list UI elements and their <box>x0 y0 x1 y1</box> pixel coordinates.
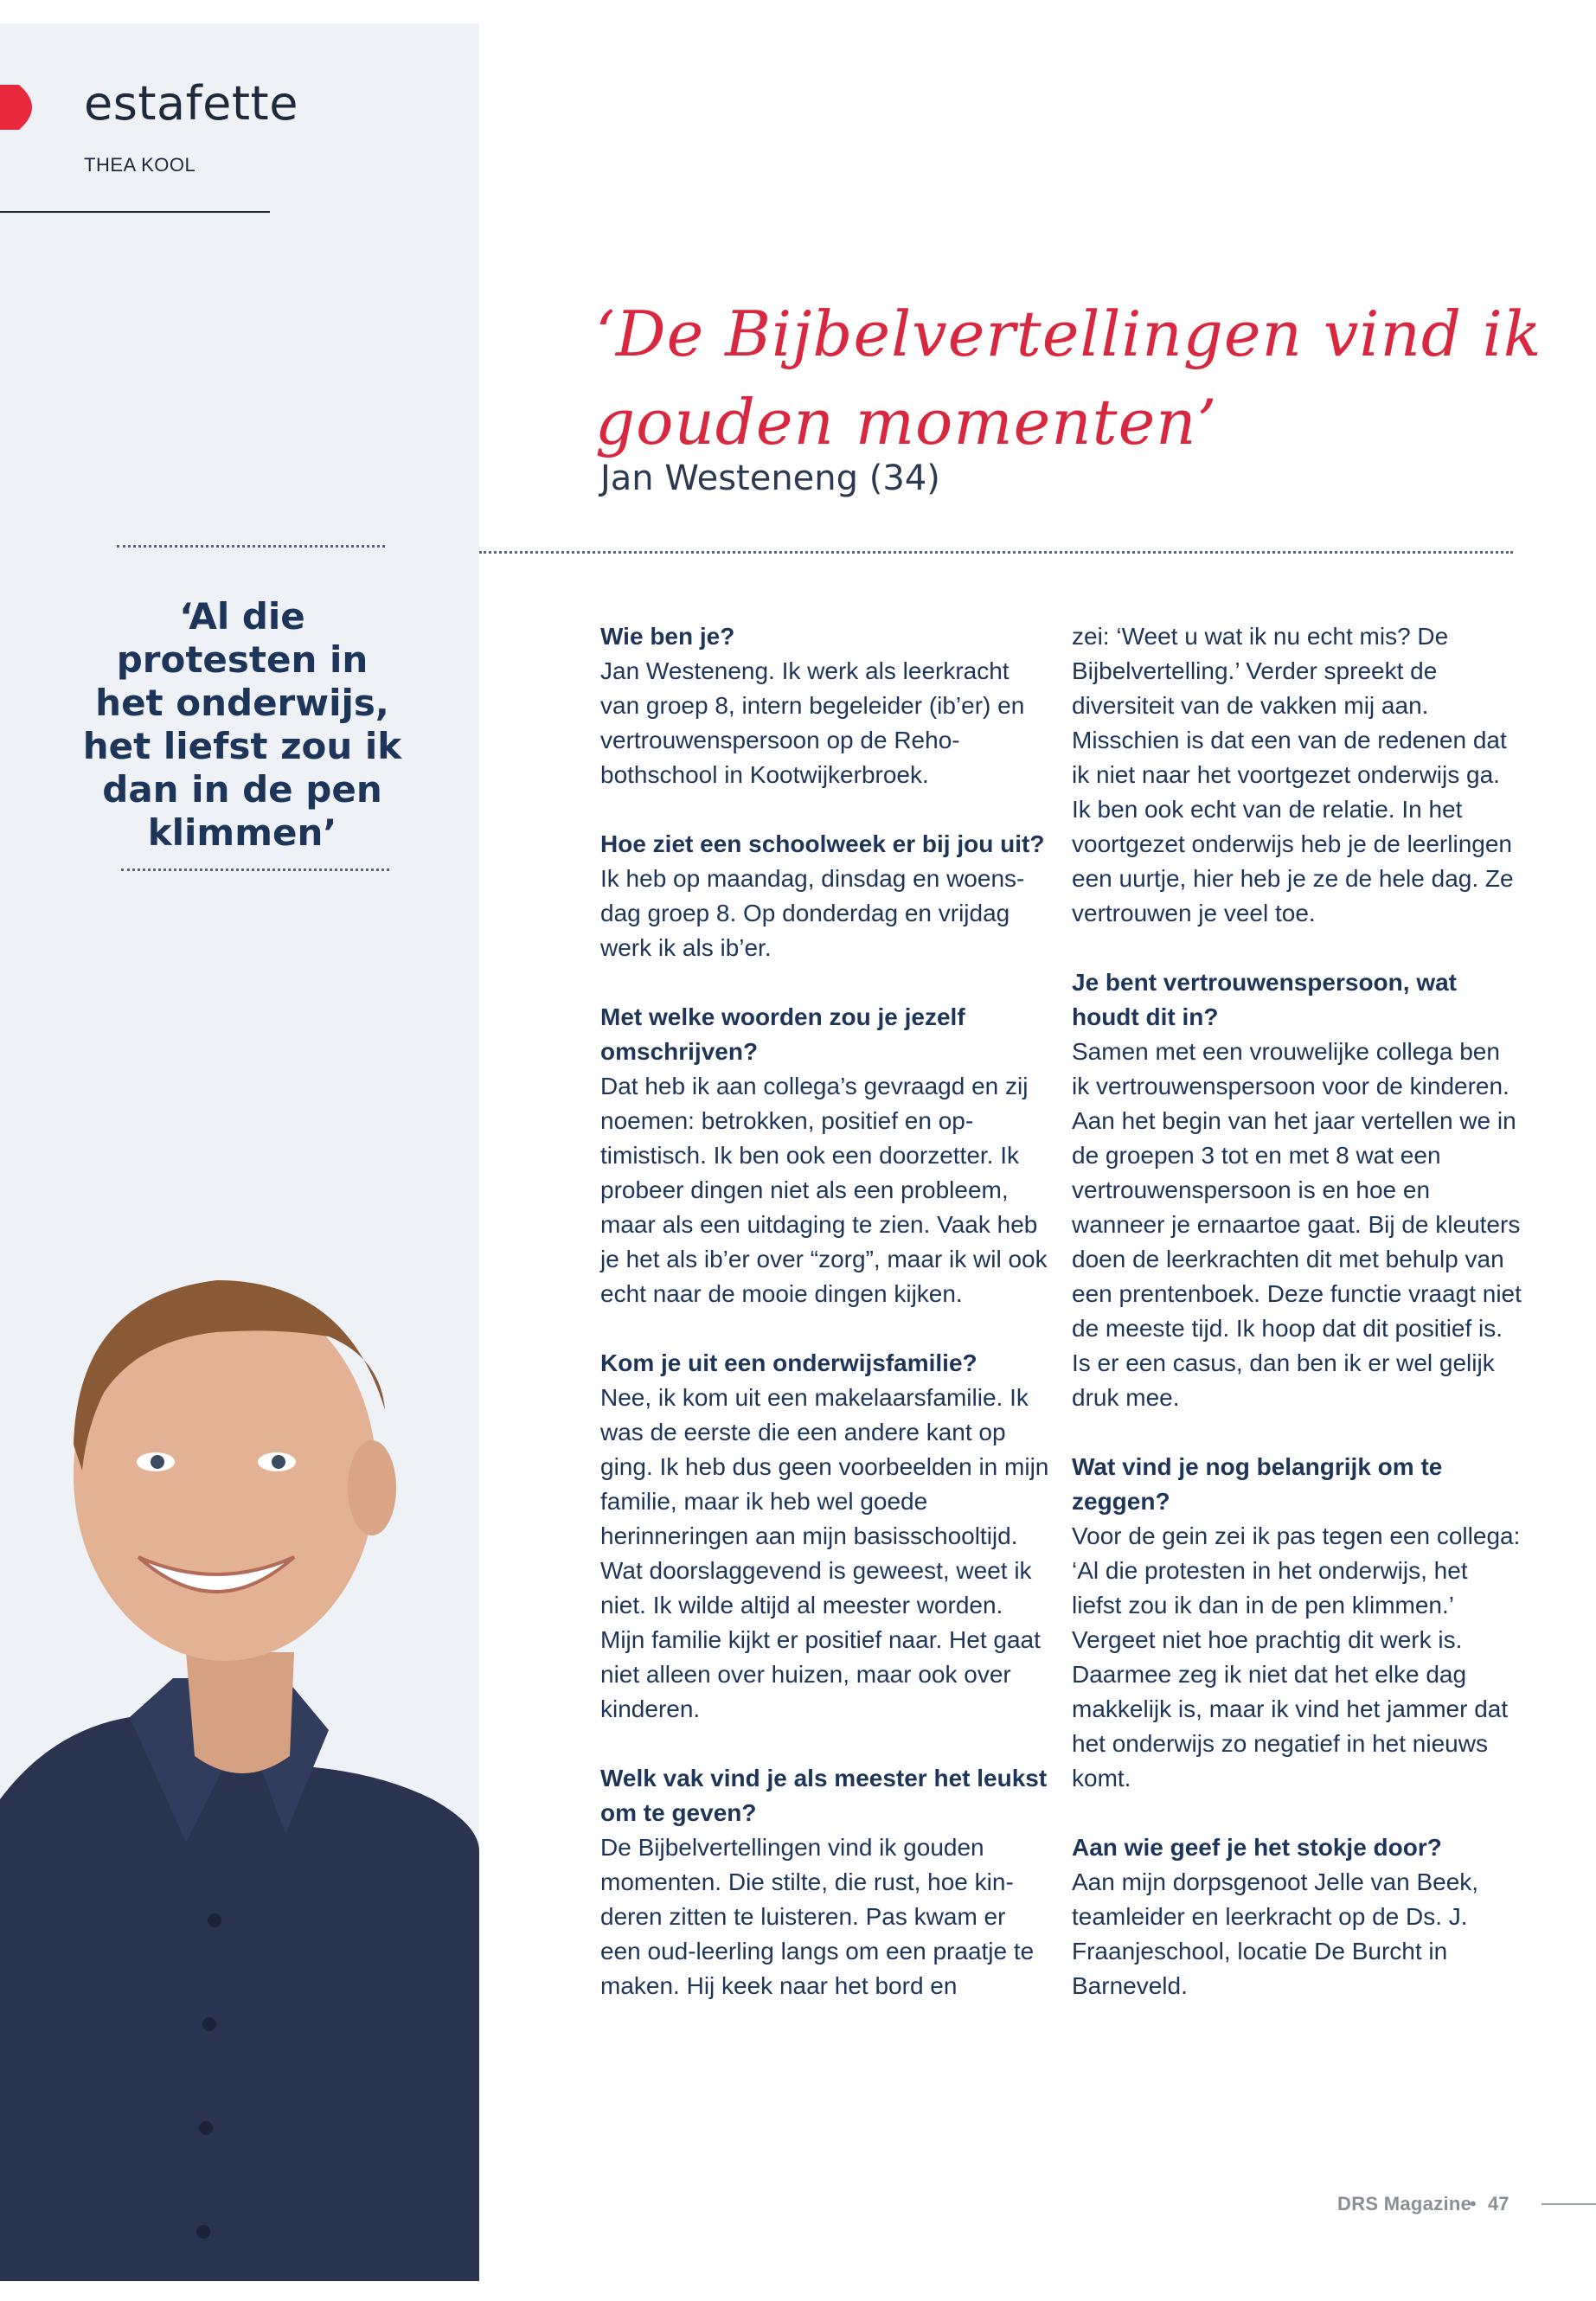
question: Aan wie geef je het stokje door? <box>1072 1834 1442 1861</box>
pull-quote-bottom-divider <box>121 868 389 871</box>
question: Wat vind je nog belangrijk om te zeggen? <box>1072 1453 1443 1515</box>
answer: De Bijbelvertellingen vind ik gouden momenten. Die stilte, die rust, hoe kinderen zitten te luisteren. Pas kwam er een oud-leerling langs om een praatje te maken. Hij keek naar het bord en <box>600 1834 1035 1999</box>
question: Met welke woorden zou je jezelf omschrijven? <box>600 1003 965 1065</box>
answer: Aan mijn dorpsgenoot Jelle van Beek, teamleider en leerkracht op de Ds. J. Fraanjeschool, locatie De Burcht in Barneveld. <box>1072 1868 1479 1999</box>
pull-quote-top-divider <box>117 545 385 548</box>
answer: Voor de gein zei ik pas tegen een collega: ‘Al die protesten in het onderwijs, het liefst zou ik dan in de pen klimmen.’ Vergeet niet hoe prachtig dit werk is. Daarmee zeg ik niet dat het elke dag makkelijk is, maar ik vind het jammer dat het onderwijs zo negatief in het nieuws komt. <box>1072 1522 1521 1791</box>
answer: Samen met een vrouwelijke collega ben ik vertrouwenspersoon voor de kinderen. Aan het begin van het jaar vertellen we in de groepen 3 tot en met 8 wat een vertrouwenspersoon is en hoe en wanneer je ernaartoe gaat. Bij de kleuters doen de leerkrachten dit met behulp van een prentenboek. Deze functie vraagt niet de meeste tijd. Ik hoop dat dit positief is. Is er een casus, dan ben ik er wel gelijk druk mee. <box>1072 1038 1522 1411</box>
header-divider <box>0 211 270 213</box>
author-name: THEA KOOL <box>84 154 196 176</box>
article-column-right <box>1072 619 1522 2003</box>
question: Hoe ziet een schoolweek er bij jou uit? <box>600 830 1045 857</box>
question: Wie ben je? <box>600 623 735 650</box>
main-divider <box>479 551 1513 554</box>
headline <box>595 290 1564 466</box>
footer-divider <box>1542 2203 1596 2205</box>
question: Je bent vertrouwenspersoon, wat houdt dit in? <box>1072 969 1457 1030</box>
magazine-name: DRS Magazine <box>1337 2193 1472 2214</box>
portrait-photo <box>0 1246 479 2281</box>
page-number: 47 <box>1488 2193 1509 2214</box>
footer-separator: • <box>1470 2193 1477 2214</box>
section-label: estafette <box>84 76 298 131</box>
headline-line-2: gouden momenten’ <box>595 386 1218 458</box>
answer: Nee, ik kom uit een makelaarsfamilie. Ik was de eerste die een andere kant op ging. Ik heb dus geen voorbeelden in mijn familie, maar ik heb wel goede herinneringen aan mijn basisschooltijd. Wat doorslaggevend is geweest, weet ik niet. Ik wilde altijd al meester worden. Mijn familie kijkt er positief naar. Het gaat niet alleen over huizen, maar ook over kinderen. <box>600 1384 1049 1722</box>
section-marker-icon <box>0 85 45 130</box>
subject-name: Jan Westeneng (34) <box>600 458 940 498</box>
answer: Dat heb ik aan collega’s gevraagd en zij noemen: betrokken, positief en optimistisch. Ik ben ook een doorzetter. Ik probeer dingen niet als een probleem, maar als een uitdaging te zien. Vaak heb je het als ib’er over “zorg”, maar ik wil ook echt naar de mooie dingen kijken. <box>600 1073 1048 1307</box>
answer-continued: zei: ‘Weet u wat ik nu echt mis? De Bijbelvertelling.’ Verder spreekt de diversiteit van de vakken mij aan. Misschien is dat een van de redenen dat ik niet naar het voortgezet onderwijs ga. Ik ben ook echt van de relatie. In het voortgezet onderwijs heb je de leerlingen een uurtje, hier heb je ze de hele dag. Ze vertrouwen je veel toe. <box>1072 623 1514 926</box>
answer: Jan Westeneng. Ik werk als leerkracht van groep 8, intern begeleider (ib’er) en vertrouwenspersoon op de Rehobothschool in Kootwijkerbroek. <box>600 657 1025 788</box>
headline-line-1: ‘De Bijbelvertellingen vind ik <box>595 298 1542 370</box>
article-column-left <box>600 619 1050 2003</box>
question: Welk vak vind je als meester het leukst om te geven? <box>600 1765 1048 1826</box>
answer: Ik heb op maandag, dinsdag en woensdag groep 8. Op donderdag en vrijdag werk ik als ib’er. <box>600 865 1025 961</box>
question: Kom je uit een onderwijsfamilie? <box>600 1349 977 1376</box>
pull-quote: ‘Al die protesten in het onderwijs, het liefst zou ik dan in de pen klimmen’ <box>82 595 402 854</box>
